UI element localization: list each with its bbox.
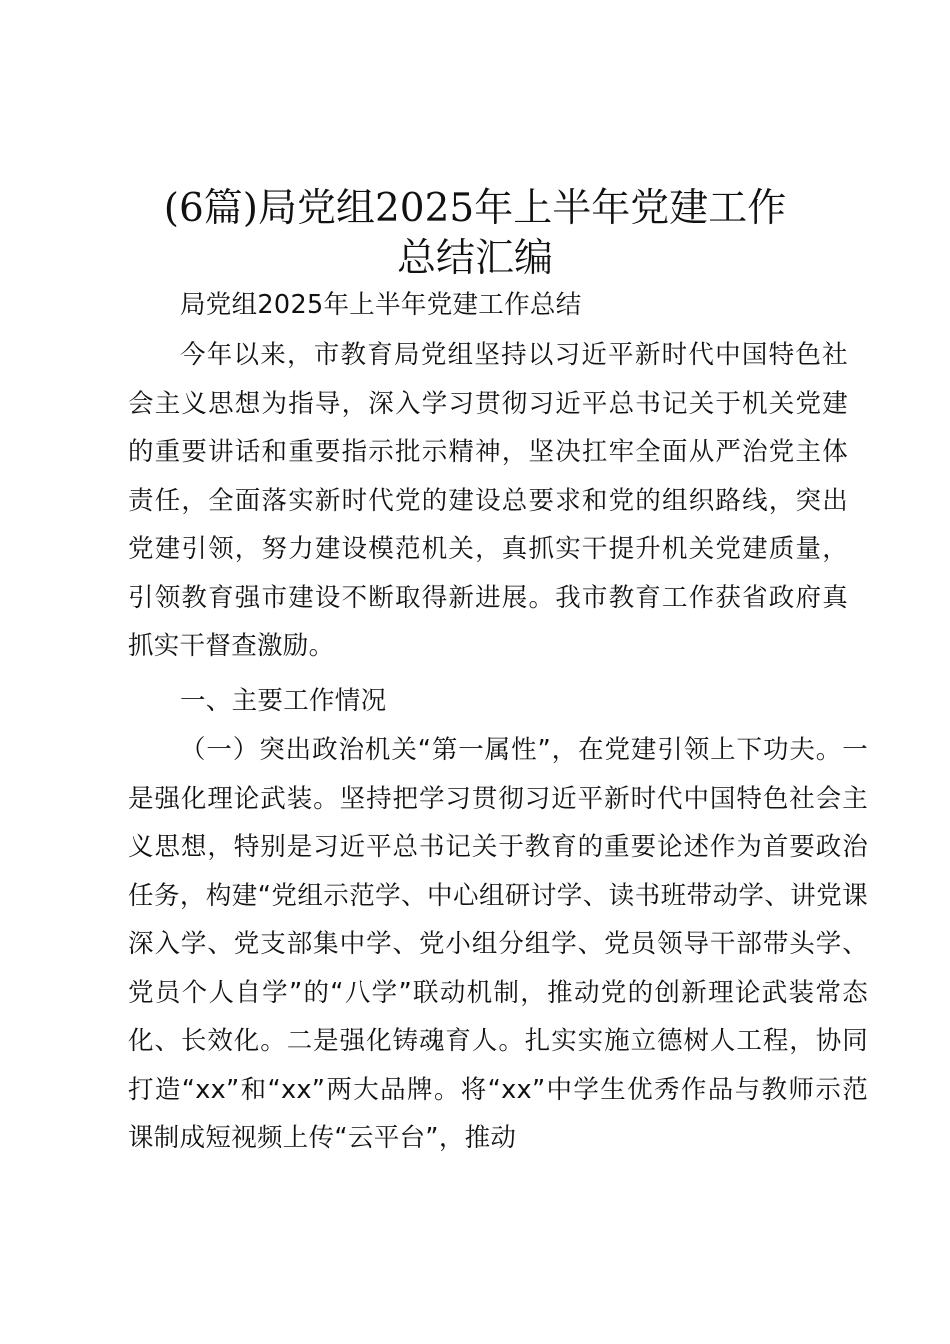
article-subtitle: 局党组2025年上半年党建工作总结 — [180, 290, 582, 320]
document-title-line-2: 总结汇编 — [396, 236, 553, 281]
section-heading: 一、主要工作情况 — [180, 686, 387, 716]
document-title-line-1: (6篇)局党组2025年上半年党建工作 — [163, 186, 787, 231]
body-paragraph: （一）突出政治机关“第一属性”，在党建引领上下功夫。一是强化理论武装。坚持把学习贯彻习近平新时代中国特色社会主义思想，特别是习近平总书记关于教育的重要论述作为首要政治任务，构建“党组示范学、中心组研讨学、读书班带动学、讲党课深入学、党支部集中学、党小组分组学、党员领导干部带头学、党员个人自学”的“八学”联动机制，推动党的创新理论武装常态化、长效化。二是强化铸魂育人。扎实实施立德树人工程，协同打造“xx”和“xx”两大品牌。将“xx”中学生优秀作品与教师示范课制成短视频上传“云平台”，推动 — [128, 735, 868, 1153]
intro-paragraph: 今年以来，市教育局党组坚持以习近平新时代中国特色社会主义思想为指导，深入学习贯彻习近平总书记关于机关党建的重要讲话和重要指示批示精神，坚决扛牢全面从严治党主体责任，全面落实新时代党的建设总要求和党的组织路线，突出党建引领，努力建设模范机关，真抓实干提升机关党建质量，引领教育强市建设不断取得新进展。我市教育工作获省政府真抓实干督查激励。 — [128, 340, 848, 661]
